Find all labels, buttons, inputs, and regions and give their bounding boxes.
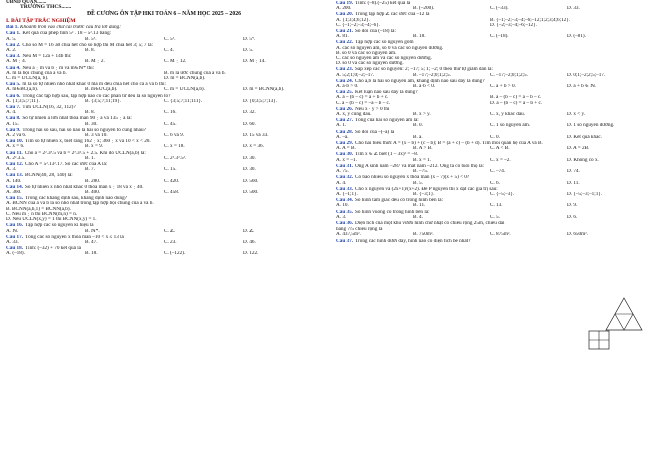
question-text: Tập hợp các số nguyên kí hiệu là [25,223,94,229]
right-options-3 [336,34,644,39]
answer-option[interactable]: B. 5³. [85,36,97,42]
answer-option[interactable]: D. Kết quả khác. [567,134,603,140]
answer-option[interactable]: D. {0;3;5;7;13}. [243,98,277,104]
answer-option[interactable]: A. 3. [336,214,347,220]
left-options-18 [6,217,322,222]
answer-option[interactable]: D. x < y. [567,112,586,118]
answer-option[interactable]: C. các số nguyên âm và các số nguyên dương. [336,56,432,62]
question-text: Cho a,b là hai số nguyên âm, khẳng định nào sau đây là đúng? [355,78,485,84]
section-heading: I. BÀI TẬP TRẮC NGHIỆM [6,17,76,24]
question-number: Câu 7. [6,105,21,111]
question-text: Số tự nhiên x nhỏ nhất khác 0 thỏa mãn x⋮18 và x⋮40. [25,184,144,190]
answer-option[interactable]: C. 5². [164,36,176,42]
answer-option[interactable]: D. 60. [243,121,256,127]
answer-option[interactable]: B. –17;–2;0;1;2;5. [413,72,451,78]
answer-option[interactable]: C. 16. [164,110,177,116]
answer-option[interactable]: A. 3. [6,167,17,173]
question-text: Trong các tập hợp sau, tập hợp nào có các phần tử đều là số nguyên tố? [22,93,171,99]
answer-option[interactable]: B. 3 và 10. [85,133,108,139]
answer-option[interactable]: A. 81. [336,34,349,40]
right-question-22 [336,221,644,226]
school-name: TRƯỜNG THCS....... [20,4,72,11]
question-number: Câu 6. [6,93,21,99]
question-number: Câu 29. [336,141,354,147]
left-options-5 [6,87,322,92]
answer-option[interactable]: C. {–1;–2;–3;–4;–6}. [336,22,381,28]
answer-option[interactable]: C. M⋮12. [164,59,187,65]
question-number: Câu 4. [6,65,21,71]
answer-option[interactable]: B. 8. [85,110,95,116]
answer-option[interactable]: B. BCNN(a,b,1) = BCNN(a,b). [6,206,71,212]
answer-option[interactable]: C. –74. [490,169,506,175]
answer-option[interactable]: B. 7. [85,167,95,173]
answer-option[interactable]: B. {–3;1}. [413,191,435,197]
answer-option[interactable]: C. x = 18. [164,144,185,150]
question-number: Câu 26. [336,106,354,112]
question-number: Câu 9. [6,127,21,133]
answer-option[interactable]: D. ℤ. [243,228,255,234]
right-options-11 [336,101,644,106]
answer-option[interactable]: D. 15 và 33. [243,133,269,139]
answer-option[interactable]: A. 4. [336,180,347,186]
answer-option[interactable]: D. 122. [243,251,259,257]
answer-option[interactable]: C. 2².3².5². [164,155,187,161]
question-text: Tập hợp các số nguyên gồm [355,40,414,46]
left-options-1 [6,48,322,53]
answer-option[interactable]: D. a – (b – c) = a – b + c. [490,100,543,106]
answer-option[interactable]: D. 1 số nguyên dương. [567,123,615,129]
page-title: ĐỀ CƯƠNG ÔN TẬP HKI TOÁN 6 – NĂM HỌC 2025 – 2026 [86,10,242,17]
answer-option[interactable]: D. 30. [243,167,256,173]
answer-option[interactable]: D. 500. [243,190,259,196]
question-number: Câu 18. [6,246,24,252]
answer-option[interactable]: B. 11. [413,203,426,209]
question-text: Trong các hình dưới đây, hình nào có diện tích bé nhất? [355,238,471,244]
answer-option[interactable]: D. A = 2B. [567,146,590,152]
left-options-6 [6,99,322,104]
triangle-figure [604,296,644,332]
answer-option[interactable]: D. m = BCNN(a,b). [164,76,206,82]
answer-option[interactable]: C. a – (b – c) = –a – b – c. [336,100,391,106]
question-text: Tìm ƯCLN(16, 32, 112)? [22,105,76,111]
right-options-19 [336,192,644,197]
question-text: Cho hai biểu thức A = (x – b) + (c – b); B = (a + c) – (b + d). Tìm mối quan hệ của A và B. [355,141,543,147]
left-options-12 [6,167,322,172]
question-text: Số hình tam giác đều có trong hình bên là: [355,198,444,204]
question-number: Câu 12. [6,162,24,168]
question-number: Câu 17. [6,234,24,240]
answer-option[interactable]: A. m là bội chung của a và b. [6,70,67,76]
question-number: Câu 8. [6,116,21,122]
answer-option[interactable]: D. số 0 và các số nguyên dương. [336,61,404,67]
answer-option[interactable]: D. 9. [567,203,578,209]
answer-option[interactable]: B. 18. [413,34,426,40]
question-number: Câu 25. [336,90,354,96]
answer-option[interactable]: C. 4. [164,48,174,53]
question-number: Câu 37. [336,238,354,244]
answer-option[interactable]: B. x = 1. [413,157,432,163]
answer-option[interactable]: B. 400. [85,190,101,196]
answer-option[interactable]: A. 437,5m². [336,232,361,238]
answer-option[interactable]: C. 13. [490,203,503,209]
answer-option[interactable]: C. x = –2. [490,157,511,163]
right-options-15 [336,146,644,151]
answer-option[interactable]: B. 8. [85,48,95,53]
answer-option[interactable]: A. BCNN của a và b là số nhỏ nhất trong tập hợp bội chung của a và b. [6,201,154,207]
question-number: Câu 13. [6,173,24,179]
question-text: Số tự nhiên a lớn nhất thỏa mãn 90⋮a và 135⋮a là: [22,116,132,122]
left-options-0 [6,37,322,42]
question-number: Câu 23. [336,67,354,73]
answer-option[interactable]: C. 6 và 9. [164,133,185,139]
question-number: Câu 5. [6,82,21,88]
answer-option[interactable]: D. 11. [567,180,580,186]
answer-option[interactable]: A. {–1;1}. [336,191,358,197]
left-options-21 [6,251,322,256]
question-text: Cho A = 5².13².17. Số các ước của A là: [25,162,108,168]
question-text: Cho số M = 16‾a0 chia hết cho số hợp thì M chia hết 3; 5; 7 là: [22,42,154,48]
answer-option[interactable]: D. 46. [243,239,256,245]
right-options-17 [336,169,644,174]
left-options-2 [6,59,322,64]
answer-option[interactable]: C. 5. [490,214,500,220]
answer-option[interactable]: A. các số nguyên âm, số 0 và các số nguyên dương. [336,45,444,51]
answer-option[interactable]: B. 47. [85,239,98,245]
question-number: Câu 2. [6,42,21,48]
answer-option[interactable]: D. Không có x. [567,157,599,163]
answer-option[interactable]: A. –a. [336,134,349,140]
answer-option[interactable]: D. 6. [567,214,578,220]
question-text: Số đối của (–18) là: [355,29,396,35]
answer-option[interactable]: C. 875m². [490,232,511,238]
left-options-7 [6,110,322,115]
question-text: Tính: (–8).(–25) kết quả là [355,1,411,6]
right-options-0 [336,6,644,11]
answer-option[interactable]: D. x = 36. [243,144,264,150]
answer-option[interactable]: A. 360. [6,190,22,196]
answer-option[interactable]: C. (–33). [490,6,509,12]
answer-option[interactable]: B. 750m². [413,232,434,238]
answer-option[interactable]: A. 200. [336,6,352,12]
answer-option[interactable]: C. m = ƯCLN(a, b). [6,76,49,82]
answer-option[interactable]: B. ℕ*. [85,228,100,234]
answer-option[interactable]: B. M⋮2. [85,59,105,65]
question-text: Nếu M = 12a + 14b thì: [22,54,72,60]
question-text: BCNN(40, 28, 140) là: [25,173,73,179]
question-number: Câu 15. [6,196,24,202]
answer-option[interactable]: B. x = 9. [85,144,104,150]
question-text: Cho x nguyên và (2x+1)/(x+2). Để P nguyên thì x đạt các giá trị sau: [355,186,498,192]
left-options-19 [6,229,322,234]
answer-option[interactable]: D. 0;1;–2;2;5;–17. [567,72,606,78]
answer-option[interactable]: B. 1. [85,155,95,161]
answer-option[interactable]: A. 33. [6,239,19,245]
answer-option[interactable]: C. ℤ. [164,228,176,234]
right-options-14 [336,135,644,140]
answer-option[interactable]: A. {1;3;4;6;12}. [336,17,370,23]
answer-option[interactable]: C. 458. [164,190,180,196]
left-options-14 [6,190,322,195]
answer-option[interactable]: B. m∈ƯC(a,b). [85,87,118,93]
answer-option[interactable]: C. 45. [164,121,177,127]
question-text: Trong tập hợp ℤ các ước của –12 là [355,12,430,18]
answer-option[interactable]: B. a·b < 0. [413,84,436,90]
answer-option[interactable]: A. 5. [6,36,17,42]
question-number: Câu 19. [336,1,354,6]
right-options-18 [336,181,644,186]
answer-option[interactable]: D. 5. [243,48,254,53]
question-number: Câu 32. [336,175,354,181]
question-text: Kết luận nào sau đây là đúng? [355,90,418,96]
left-options-9 [6,133,322,138]
question-number: Câu 10. [6,139,24,145]
question-text: Tìm x ∈ ℤ biết (1 – 3x)² = –8. [355,152,419,158]
answer-option[interactable]: A. 2².3.5. [6,155,26,161]
answer-option[interactable]: A. a·b > 0. [336,84,359,90]
question-text: Tìm số tự nhiên x, biết rằng 162⋮x; 360⋮x và 10 < x < 20. [25,139,151,145]
question-number: Câu 33. [336,186,354,192]
right-column [336,0,644,244]
question-number: Câu 1. [6,31,21,37]
question-number: Câu 16. [6,223,24,229]
answer-option[interactable]: A. x = –1. [336,157,357,163]
right-options-16 [336,158,644,163]
answer-option[interactable]: A. 15. [6,121,19,127]
answer-option[interactable]: C. 420. [164,178,180,184]
right-options-23 [336,232,644,237]
left-options-20 [6,240,322,245]
answer-option[interactable]: D. M⋮14. [243,59,266,65]
answer-option[interactable]: C. {–5;–3}. [490,191,515,197]
question-number: Câu 21. [336,29,354,35]
square-figure [588,330,610,350]
answer-option[interactable]: D. {–5;–3;–1;1}. [567,191,603,197]
question-text: Số đối của –(–a) là [355,129,395,135]
answer-option[interactable]: D. 33. [567,6,580,12]
question-number: Câu 24. [336,78,354,84]
right-options-2 [336,23,644,28]
answer-option[interactable]: A. x, y cùng dấu. [336,112,372,118]
answer-option[interactable]: A. x = 6. [6,144,25,150]
question-text: Tổng của hai số nguyên âm là: [355,118,419,124]
question-text: bằng 7/5 chiều rộng là [336,227,383,233]
right-options-13 [336,123,644,128]
right-options-21 [336,215,644,220]
answer-option[interactable]: A. 1. [336,123,347,129]
answer-option[interactable]: B. {3;5;7;11;19}. [85,98,122,104]
left-options-10 [6,144,322,149]
answer-option[interactable]: D. 560. [243,178,259,184]
answer-option[interactable]: A. ℕ. [6,228,19,234]
question-number: Câu 22. [336,40,354,46]
answer-option[interactable]: A. 140. [6,178,22,184]
question-text: Trong các khẳng định sau, khẳng định nào đúng? [25,196,127,202]
question-number: Câu 28. [336,129,354,135]
right-options-8 [336,73,644,78]
question-number: Câu 35. [336,209,354,215]
right-options-7 [336,61,644,66]
answer-option[interactable]: C. A < B. [490,146,510,152]
left-options-8 [6,122,322,127]
right-options-9 [336,84,644,89]
left-column [6,0,322,257]
question-text: Sắp xếp các số nguyên: 2; –17; 5; 1; –2; 0 theo thứ tự giảm dần là: [355,67,493,73]
question-text: Trong hai số sau, hai số nào là hai số nguyên tố cùng nhau? [22,127,146,133]
answer-option[interactable]: D. Nếu ƯCLN(x,y) = 1 thì BCNN(x,y) = 1. [6,217,97,223]
answer-option[interactable]: A. {1;3;5;7;11}. [6,98,40,104]
question-text: Số hình vuông có trong hình bên là: [355,209,430,215]
question-text: Diện tích của một khu vườn hình chữ nhật có chiều rộng 25m, chiều dài [355,220,505,226]
answer-option[interactable]: B. –75. [413,169,429,175]
right-options-20 [336,203,644,208]
answer-option[interactable]: B. x > y. [413,112,431,118]
question-number: Câu 31. [336,163,354,169]
question-text: Nếu a⋮m và b⋮m và m∈ℕ* thì: [22,65,95,71]
answer-option[interactable]: A. 2 và 6. [6,133,27,139]
answer-option[interactable]: D. 30. [243,155,256,161]
answer-option[interactable]: D. a + b ∈ ℕ. [567,84,597,90]
answer-option[interactable]: C. (–18). [490,34,509,40]
answer-option[interactable]: D. (–81). [567,34,586,40]
answer-option[interactable]: A. A = B. [336,146,356,152]
answer-option[interactable]: A. m∈BC(a,b). [6,87,39,93]
question-text: Tính: (–32) + 70 kết quả là [25,246,81,252]
answer-option[interactable]: B. 280. [85,178,101,184]
answer-option[interactable]: A. 2. [6,48,17,53]
answer-option[interactable]: D. m = BCNN(a,b). [243,87,285,93]
instruction: Bài 1. Khoanh tròn vào chữ cái trước câu trả lời đúng: [6,25,121,31]
answer-option[interactable]: B. 30. [85,121,98,127]
answer-option[interactable]: B. {–1;–2;–3;–4;–6;–12;1;2;3;4;6;12}. [490,17,571,23]
question-number: Câu 30. [336,152,354,158]
answer-option[interactable]: C. 23. [164,239,177,245]
question-text: Cho a = 2².3³.5 và b = 2³.3².5 + 2.5. Khi đó ƯCLN(a,b) là: [24,150,146,156]
answer-option[interactable]: B. a. [413,134,423,140]
answer-option[interactable]: C. a + b > 0. [490,84,516,90]
question-text: Có bao nhiêu số nguyên x thỏa mãn (x – 7)(x + 5) < 0? [355,175,470,181]
answer-option[interactable]: C. 15. [164,167,177,173]
question-number: Câu 36. [336,220,354,226]
question-number: Câu 3. [6,54,21,60]
answer-option[interactable]: A. a – (b – c) = a + b + c. [336,95,389,101]
answer-option[interactable]: A. 5;2;1;0;–2;–17. [336,72,375,78]
answer-option[interactable]: C. 0. [490,134,500,140]
answer-option[interactable]: A. 4. [6,110,17,116]
answer-option[interactable]: D. 650m². [567,232,589,238]
answer-option[interactable]: B. 18. [85,251,98,257]
answer-option[interactable]: D. {–2;–3;–4;–6;–12}. [490,22,537,28]
question-text: Ông A sinh năm –287 và mất năm –212. Ông ta có tuổi thọ là: [355,163,484,169]
question-number: Câu 34. [336,198,354,204]
answer-option[interactable]: C. 1 số nguyên âm. [490,123,531,129]
question-text: Nếu x · y > 0 thì [355,106,390,112]
answer-option[interactable]: C. –17;–2;0;1;2;5. [490,72,528,78]
left-options-4 [6,76,322,81]
answer-option[interactable]: B. A > B. [413,146,433,152]
answer-option[interactable]: A. (–18). [6,251,25,257]
answer-option[interactable]: A. 10. [336,203,349,209]
left-options-13 [6,179,322,184]
answer-option[interactable]: A. M⋮4. [6,59,27,65]
answer-option[interactable]: D. 32. [243,110,256,116]
answer-option[interactable]: B. 0. [413,123,423,129]
answer-option[interactable]: B. 4. [413,214,423,220]
question-number: Câu 14. [6,184,24,190]
answer-option[interactable]: B. m là ước chung của a và b. [164,70,226,76]
answer-option[interactable]: C. {3;5;7;11;111}. [164,98,203,104]
question-number: Câu 20. [336,12,354,18]
answer-option[interactable]: C. Nếu m⋮n thì BCNN(m,n) = n. [6,211,78,217]
question-text: m là số tự nhiên nhỏ nhất khác 0 mà m đều chia hết cho cả a và b thì: [22,82,166,88]
answer-option[interactable]: C. 6. [490,180,500,186]
dept-name: UBND QUẬN....... [6,0,47,5]
answer-option[interactable]: C. x, y khác dấu. [490,112,526,118]
answer-option[interactable]: D. 5⁴. [243,36,256,42]
question-text: Kết quả của phép tính 5² . 18 – 5².13 bằng: [22,31,112,37]
answer-option[interactable]: B. (–200). [413,6,435,12]
question-text: Tổng các số nguyên x thỏa mãn –10 < x ≤ 13 là [25,234,124,240]
answer-option[interactable]: C. (–122). [164,251,186,257]
answer-option[interactable]: B. 5. [413,180,423,186]
question-number: Câu 27. [336,118,354,124]
answer-option[interactable]: B. số 0 và các số nguyên âm. [336,50,397,56]
right-options-12 [336,112,644,117]
answer-option[interactable]: A. 75. [336,169,349,175]
right-question-24 [336,239,644,244]
answer-option[interactable]: C. m = ƯCLN(a,b). [164,87,205,93]
answer-option[interactable]: D. 74. [567,169,580,175]
question-number: Câu 11. [6,150,23,156]
left-options-11 [6,156,322,161]
answer-option[interactable]: B. a – (b – c) = a – b – c. [490,95,542,101]
